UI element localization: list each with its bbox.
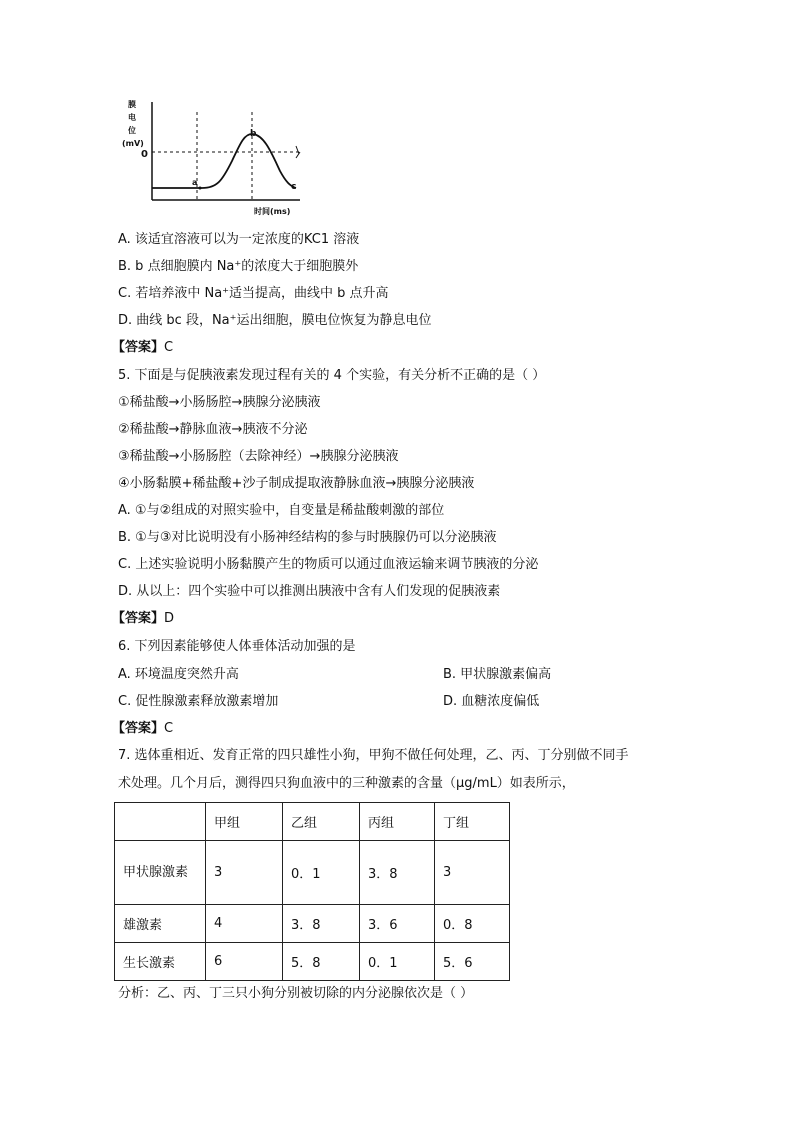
q6-option-a: A. 环境温度突然升高 — [118, 667, 239, 682]
q7-stem-line-1: 7. 选体重相近、发育正常的四只雄性小狗，甲狗不做任何处理，乙、丙、丁分别做不同手 — [118, 748, 629, 763]
q6-option-c: C. 促性腺激素释放激素增加 — [118, 694, 279, 709]
graph-point-a: a — [192, 178, 198, 187]
table-cell: 0．1 — [360, 943, 435, 981]
graph-ylabel-unit: (mV) — [122, 139, 144, 148]
table-cell: 0．8 — [435, 905, 510, 943]
graph-zero-label: 0 — [141, 149, 148, 160]
q5-answer-label: 【答案】 — [112, 611, 165, 626]
table-cell: 6 — [206, 943, 283, 981]
q5-experiment-3: ③稀盐酸→小肠肠腔（去除神经）→胰腺分泌胰液 — [118, 449, 399, 464]
q4-option-d: D. 曲线 bc 段，Na⁺运出细胞，膜电位恢复为静息电位 — [118, 313, 432, 328]
graph-ylabel-1: 膜 — [128, 100, 136, 109]
table-cell: 5．8 — [283, 943, 360, 981]
q4-answer-value: C — [164, 340, 174, 355]
q6-answer-value: C — [164, 721, 174, 736]
hormone-table — [114, 802, 510, 981]
table-header-cell: 甲组 — [206, 803, 283, 841]
table-cell: 3 — [206, 841, 283, 905]
q7-analysis: 分析：乙、丙、丁三只小狗分别被切除的内分泌腺依次是（ ） — [118, 986, 474, 1001]
q5-option-c: C. 上述实验说明小肠黏膜产生的物质可以通过血液运输来调节胰液的分泌 — [118, 557, 539, 572]
q6-option-b: B. 甲状腺激素偏高 — [443, 667, 552, 682]
q4-answer — [112, 339, 173, 357]
graph-point-c: c — [291, 182, 297, 192]
q4-answer-label: 【答案】 — [112, 340, 165, 355]
table-header-row — [115, 803, 510, 841]
table-cell: 4 — [206, 905, 283, 943]
table-row-label: 生长激素 — [115, 943, 206, 981]
table-cell: 3 — [435, 841, 510, 905]
table-cell: 5．6 — [435, 943, 510, 981]
table-header-cell: 乙组 — [283, 803, 360, 841]
table-row — [115, 841, 510, 905]
q5-experiment-4: ④小肠黏膜+稀盐酸+沙子制成提取液静脉血液→胰腺分泌胰液 — [118, 476, 475, 491]
graph-xlabel: 时间(ms) — [254, 207, 291, 216]
table-header-cell — [115, 803, 206, 841]
q6-answer-label: 【答案】 — [112, 721, 165, 736]
table-cell: 3．8 — [360, 841, 435, 905]
graph-ylabel-2: 电 — [128, 113, 136, 122]
graph-point-b: b — [250, 129, 257, 139]
table-cell: 3．8 — [283, 905, 360, 943]
q4-option-a: A. 该适宜溶液可以为一定浓度的KC1 溶液 — [118, 232, 360, 247]
table-row — [115, 905, 510, 943]
q6-stem: 6. 下列因素能够使人体垂体活动加强的是 — [118, 639, 356, 654]
q6-option-d: D. 血糖浓度偏低 — [443, 694, 540, 709]
q4-option-b: B. b 点细胞膜内 Na⁺的浓度大于细胞膜外 — [118, 259, 359, 274]
table-row — [115, 943, 510, 981]
q5-experiment-1: ①稀盐酸→小肠肠腔→胰腺分泌胰液 — [118, 395, 321, 410]
q6-answer — [112, 720, 173, 738]
table-cell: 0．1 — [283, 841, 360, 905]
q7-stem-line-2: 术处理。几个月后，测得四只狗血液中的三种激素的含量（μg/mL）如表所示， — [118, 776, 575, 791]
q5-answer-value: D — [164, 611, 175, 626]
q5-option-b: B. ①与③对比说明没有小肠神经结构的参与时胰腺仍可以分泌胰液 — [118, 530, 497, 545]
table-header-cell: 丙组 — [360, 803, 435, 841]
graph-point-a-marker — [199, 187, 202, 190]
table-row-label: 雄激素 — [115, 905, 206, 943]
q5-experiment-2: ②稀盐酸→静脉血液→胰液不分泌 — [118, 422, 308, 437]
graph-ylabel-3: 位 — [128, 126, 136, 135]
q5-answer — [112, 610, 174, 628]
q5-option-a: A. ①与②组成的对照实验中，自变量是稀盐酸刺激的部位 — [118, 503, 445, 518]
table-header-cell: 丁组 — [435, 803, 510, 841]
q5-stem: 5. 下面是与促胰液素发现过程有关的 4 个实验，有关分析不正确的是（ ） — [118, 368, 546, 383]
membrane-potential-graph — [122, 96, 312, 221]
table-row-label: 甲状腺激素 — [115, 841, 206, 905]
q5-option-d: D. 从以上：四个实验中可以推测出胰液中含有人们发现的促胰液素 — [118, 584, 501, 599]
q4-option-c: C. 若培养液中 Na⁺适当提高，曲线中 b 点升高 — [118, 286, 389, 301]
graph-potential-curve — [152, 134, 296, 188]
table-cell: 3．6 — [360, 905, 435, 943]
